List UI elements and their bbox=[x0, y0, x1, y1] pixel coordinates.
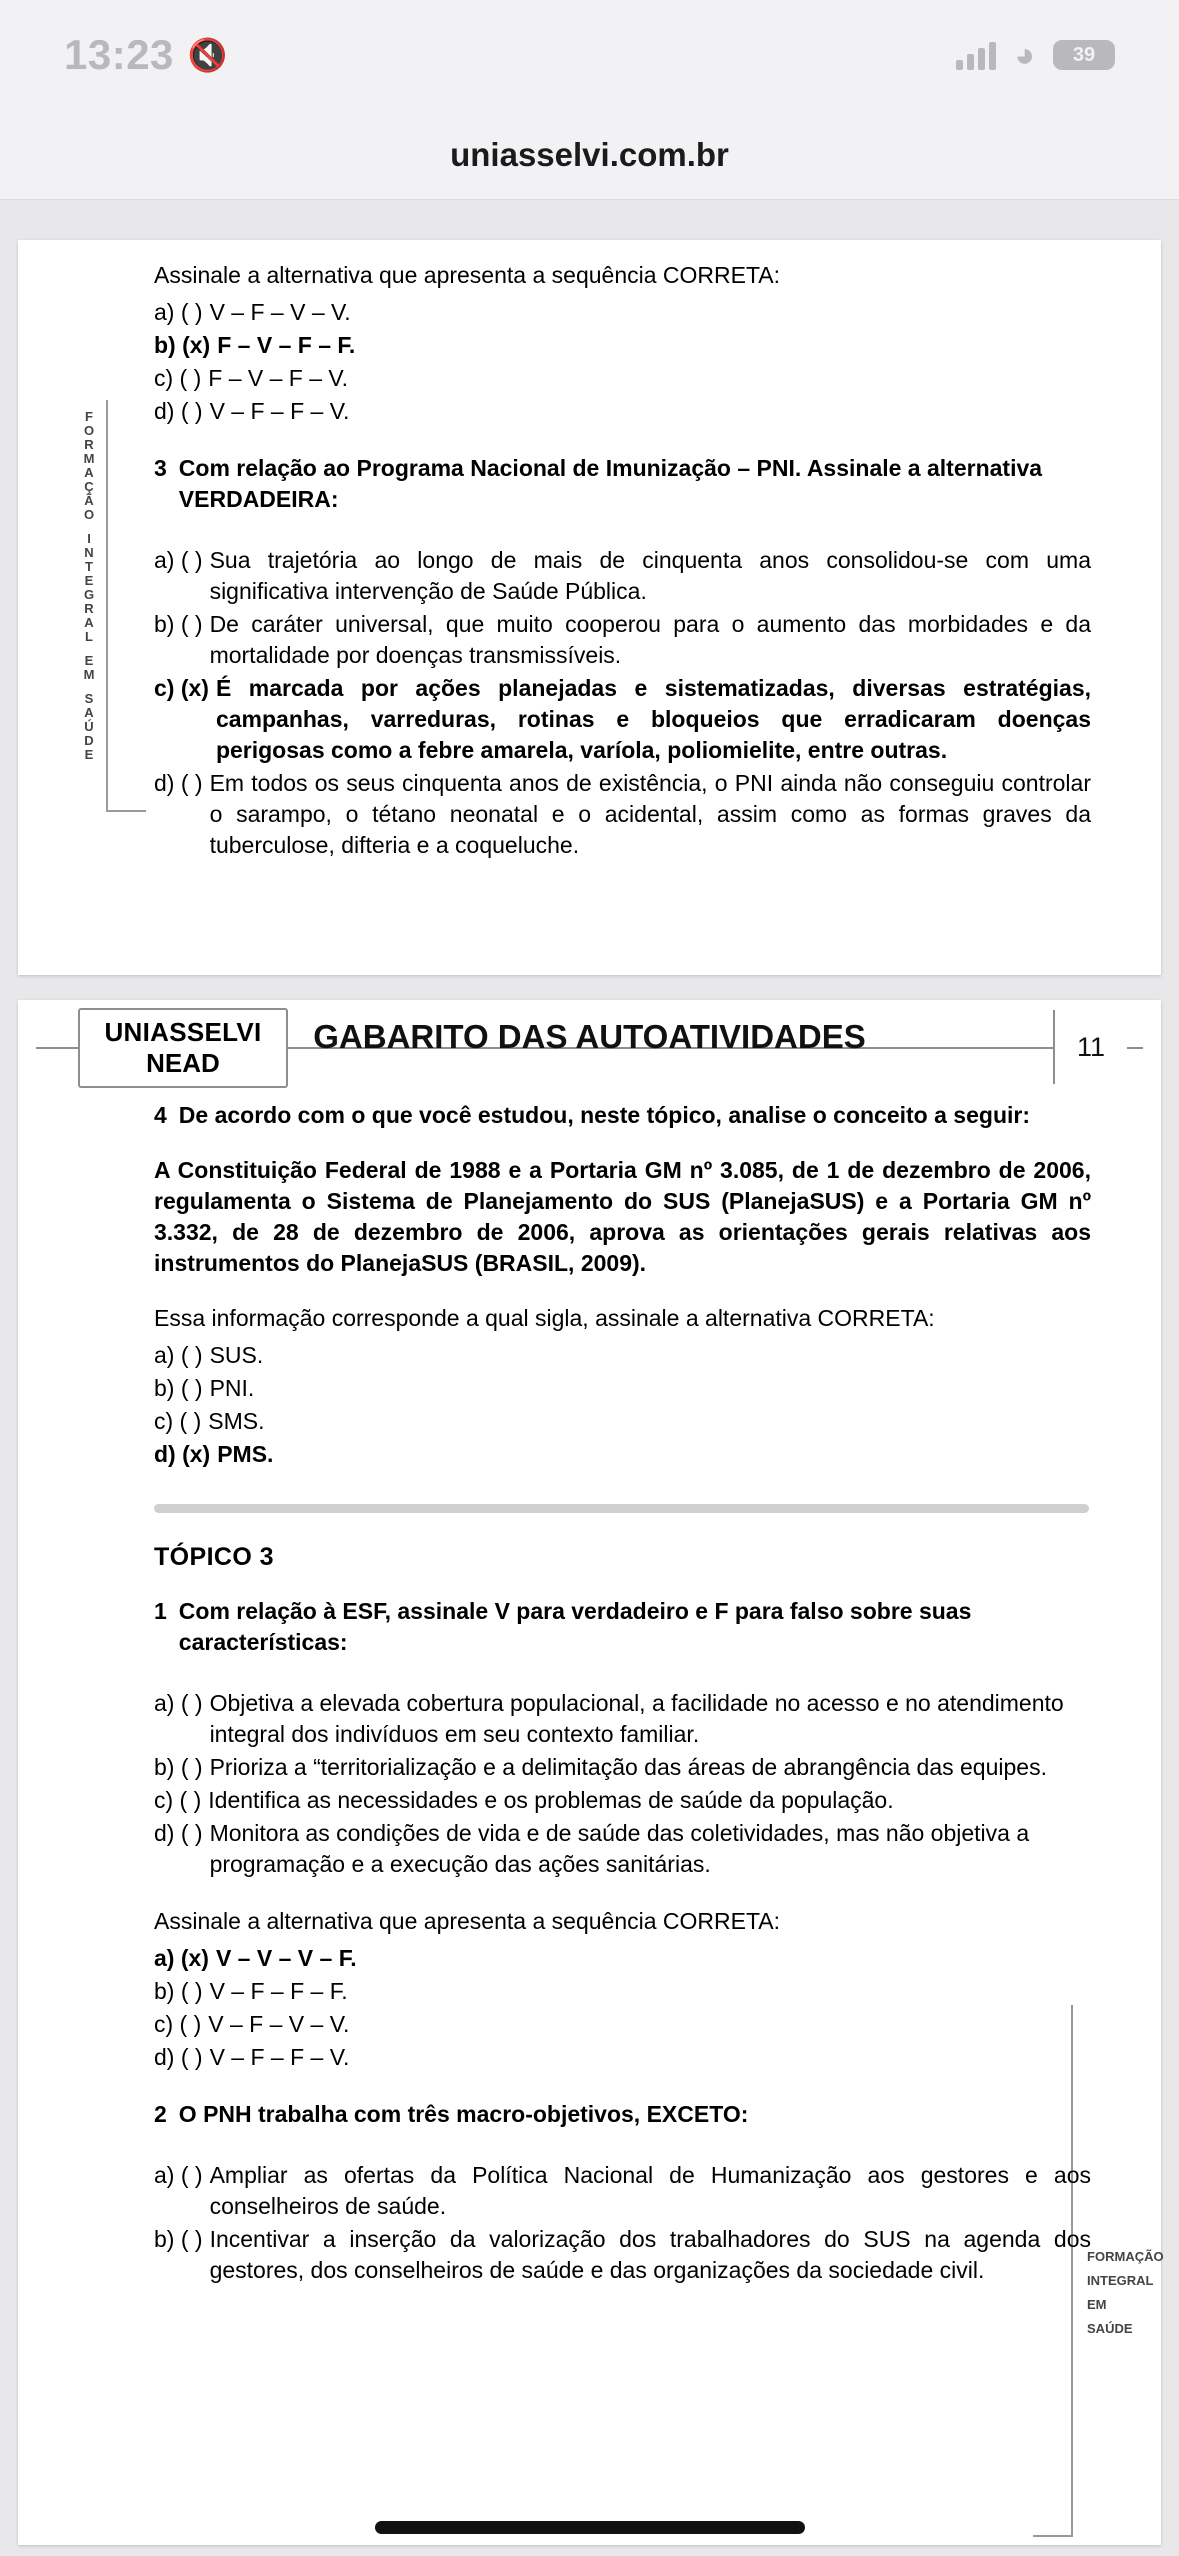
ringer-off-icon: 🔇 bbox=[187, 37, 229, 73]
question-4-heading bbox=[154, 1100, 1091, 1131]
alt-text: PNI. bbox=[209, 1375, 255, 1401]
status-time-group bbox=[64, 31, 228, 79]
list-item[interactable] bbox=[154, 673, 1091, 766]
alt-label: b) ( ) bbox=[154, 1754, 203, 1780]
sequence-alternatives-q1 bbox=[154, 1943, 1091, 2073]
section-divider bbox=[154, 1504, 1089, 1513]
uniasselvi-nead-logo bbox=[78, 1008, 288, 1088]
list-item[interactable] bbox=[154, 1752, 1091, 1783]
cellular-signal-icon bbox=[956, 40, 996, 70]
question-statement: Com relação à ESF, assinale V para verdadeiro e F para falso sobre suas características: bbox=[178, 1598, 972, 1655]
list-item[interactable] bbox=[154, 609, 1091, 671]
alt-text: De caráter universal, que muito cooperou para o aumento das morbidades e da mortalidade por doenças transmissíveis. bbox=[209, 611, 1091, 668]
alt-text: V – F – V – V. bbox=[209, 299, 351, 325]
list-item[interactable] bbox=[154, 1340, 1091, 1371]
question-number: 3 bbox=[154, 455, 167, 481]
alt-label: d) ( ) bbox=[154, 398, 203, 424]
document-page-top bbox=[18, 240, 1161, 975]
alt-label: d) (x) bbox=[154, 1441, 211, 1467]
question-statement: Com relação ao Programa Nacional de Imunização – PNI. Assinale a alternativa VERDADEIRA: bbox=[178, 455, 1043, 512]
list-item[interactable] bbox=[154, 2009, 1091, 2040]
logo-line-1: UNIASSELVI bbox=[104, 1017, 262, 1047]
logo-line-2: NEAD bbox=[146, 1048, 220, 1078]
alt-text: Em todos os seus cinquenta anos de existência, o PNI ainda não conseguiu controlar o sarampo, o tétano neonatal e o acidental, assim como as formas graves da tuberculose, difteria e a coqueluche. bbox=[209, 770, 1091, 858]
alt-text: V – F – F – V. bbox=[209, 398, 350, 424]
alt-label: c) ( ) bbox=[154, 365, 202, 391]
page-title: GABARITO DAS AUTOATIVIDADES bbox=[313, 1018, 866, 1055]
list-item[interactable] bbox=[154, 1373, 1091, 1404]
list-item[interactable] bbox=[154, 396, 1091, 427]
side-caption-formacao-integral-right: FORMAÇÃO INTEGRAL EM SAÚDE bbox=[1087, 2249, 1164, 2336]
alt-label: c) ( ) bbox=[154, 1408, 202, 1434]
question-3-alternatives bbox=[154, 545, 1091, 861]
alt-label: a) ( ) bbox=[154, 1342, 203, 1368]
home-indicator[interactable] bbox=[375, 2521, 805, 2534]
question-3-heading bbox=[154, 453, 1091, 515]
alt-text: SMS. bbox=[208, 1408, 265, 1434]
question-number: 4 bbox=[154, 1102, 167, 1128]
alt-text: Prioriza a “territorialização e a delimitação das áreas de abrangência das equipes. bbox=[209, 1754, 1047, 1780]
alt-label: c) ( ) bbox=[154, 2011, 202, 2037]
question-statement: De acordo com o que você estudou, neste tópico, analise o conceito a seguir: bbox=[178, 1102, 1030, 1128]
list-item[interactable] bbox=[154, 1688, 1091, 1750]
alt-text: Monitora as condições de vida e de saúde das coletividades, mas não objetiva a programação e a execução das ações sanitárias. bbox=[209, 1820, 1030, 1877]
alt-label: b) ( ) bbox=[154, 611, 203, 637]
list-item[interactable] bbox=[154, 2042, 1091, 2073]
status-indicators bbox=[956, 38, 1115, 72]
alt-label: a) ( ) bbox=[154, 299, 203, 325]
page-header bbox=[18, 1000, 1161, 1092]
list-item[interactable] bbox=[154, 297, 1091, 328]
alt-label: a) ( ) bbox=[154, 1690, 203, 1716]
alt-text: PMS. bbox=[217, 1441, 274, 1467]
alt-text: V – F – F – V. bbox=[209, 2044, 350, 2070]
side-caption-formacao-integral: F O R M A Ç Ã O I N T E G R A L E M S A Ú D E bbox=[83, 409, 95, 762]
list-item[interactable] bbox=[154, 1818, 1091, 1880]
list-item[interactable] bbox=[154, 1439, 1091, 1470]
side-rule-horizontal-right bbox=[1033, 2535, 1073, 2537]
alt-text: Sua trajetória ao longo de mais de cinquenta anos consolidou-se com uma significativa intervenção de Saúde Pública. bbox=[209, 547, 1091, 604]
list-item[interactable] bbox=[154, 1943, 1091, 1974]
alt-label: c) ( ) bbox=[154, 1787, 202, 1813]
question-number: 1 bbox=[154, 1598, 167, 1624]
question-4-prompt: Essa informação corresponde a qual sigla, assinale a alternativa CORRETA: bbox=[154, 1305, 935, 1331]
alt-text: F – V – F – F. bbox=[217, 332, 356, 358]
status-time: 13:23 bbox=[64, 31, 174, 78]
alt-label: a) (x) bbox=[154, 1945, 209, 1971]
alt-label: b) (x) bbox=[154, 332, 211, 358]
browser-address-bar[interactable] bbox=[0, 110, 1179, 200]
question-1-alternatives bbox=[154, 1688, 1091, 1880]
list-item[interactable] bbox=[154, 1785, 1091, 1816]
alt-text: Identifica as necessidades e os problemas de saúde da população. bbox=[208, 1787, 894, 1813]
alt-text: V – V – V – F. bbox=[215, 1945, 357, 1971]
alt-text: SUS. bbox=[209, 1342, 264, 1368]
alt-text: F – V – F – V. bbox=[208, 365, 349, 391]
browser-page-title: uniasselvi.com.br bbox=[450, 135, 729, 173]
question-2-heading bbox=[154, 2099, 1091, 2130]
alt-label: d) ( ) bbox=[154, 770, 203, 796]
alt-label: b) ( ) bbox=[154, 1978, 203, 2004]
alt-label: d) ( ) bbox=[154, 2044, 203, 2070]
alt-label: a) ( ) bbox=[154, 547, 203, 573]
question-1-heading bbox=[154, 1596, 1091, 1658]
list-item[interactable] bbox=[154, 2160, 1091, 2222]
list-item[interactable] bbox=[154, 2224, 1091, 2286]
status-bar bbox=[0, 0, 1179, 110]
alt-text: Ampliar as ofertas da Política Nacional de Humanização aos gestores e aos conselheiros de saúde. bbox=[209, 2162, 1091, 2219]
wifi-icon: ◕ bbox=[1014, 36, 1035, 74]
alt-text: É marcada por ações planejadas e sistematizadas, diversas estratégias, campanhas, varreduras, rotinas e bloqueios que erradicaram doenças perigosas como a febre amarela, varíola, poliomielite, entre outras. bbox=[215, 675, 1091, 763]
page-number: 11 bbox=[1053, 1010, 1127, 1084]
alt-label: b) ( ) bbox=[154, 1375, 203, 1401]
question-2-alternatives bbox=[154, 2160, 1091, 2286]
list-item[interactable] bbox=[154, 363, 1091, 394]
alt-text: V – F – F – F. bbox=[209, 1978, 348, 2004]
question-4-quote: A Constituição Federal de 1988 e a Portaria GM nº 3.085, de 1 de dezembro de 2006, regulamenta o Sistema de Planejamento do SUS (PlanejaSUS) e a Portaria GM nº 3.332, de 28 de dezembro de 2006, aprova as orientações gerais relativas aos instrumentos do PlanejaSUS (BRASIL, 2009). bbox=[154, 1157, 1091, 1276]
battery-indicator: 39 bbox=[1053, 40, 1115, 70]
sequence-alternatives-q2 bbox=[154, 297, 1091, 427]
alt-label: b) ( ) bbox=[154, 2226, 203, 2252]
alt-label: a) ( ) bbox=[154, 2162, 203, 2188]
list-item[interactable] bbox=[154, 330, 1091, 361]
alt-text: Incentivar a inserção da valorização dos trabalhadores do SUS na agenda dos gestores, dos conselheiros de saúde e das organizações da sociedade civil. bbox=[209, 2226, 1091, 2283]
document-page-11 bbox=[18, 1000, 1164, 2545]
list-item[interactable] bbox=[154, 1976, 1091, 2007]
sequence-prompt-q1: Assinale a alternativa que apresenta a sequência CORRETA: bbox=[154, 1908, 781, 1934]
list-item[interactable] bbox=[154, 545, 1091, 607]
sequence-prompt-q2: Assinale a alternativa que apresenta a sequência CORRETA: bbox=[154, 262, 781, 288]
question-4-alternatives bbox=[154, 1340, 1091, 1470]
list-item[interactable] bbox=[154, 768, 1091, 861]
question-statement: O PNH trabalha com três macro-objetivos, EXCETO: bbox=[178, 2101, 749, 2127]
alt-text: Objetiva a elevada cobertura populacional, a facilidade no acesso e no atendimento integral dos indivíduos em seu contexto familiar. bbox=[209, 1690, 1064, 1747]
alt-label: c) (x) bbox=[154, 675, 209, 701]
topic-title: TÓPICO 3 bbox=[154, 1543, 274, 1571]
question-number: 2 bbox=[154, 2101, 167, 2127]
list-item[interactable] bbox=[154, 1406, 1091, 1437]
alt-label: d) ( ) bbox=[154, 1820, 203, 1846]
alt-text: V – F – V – V. bbox=[208, 2011, 350, 2037]
